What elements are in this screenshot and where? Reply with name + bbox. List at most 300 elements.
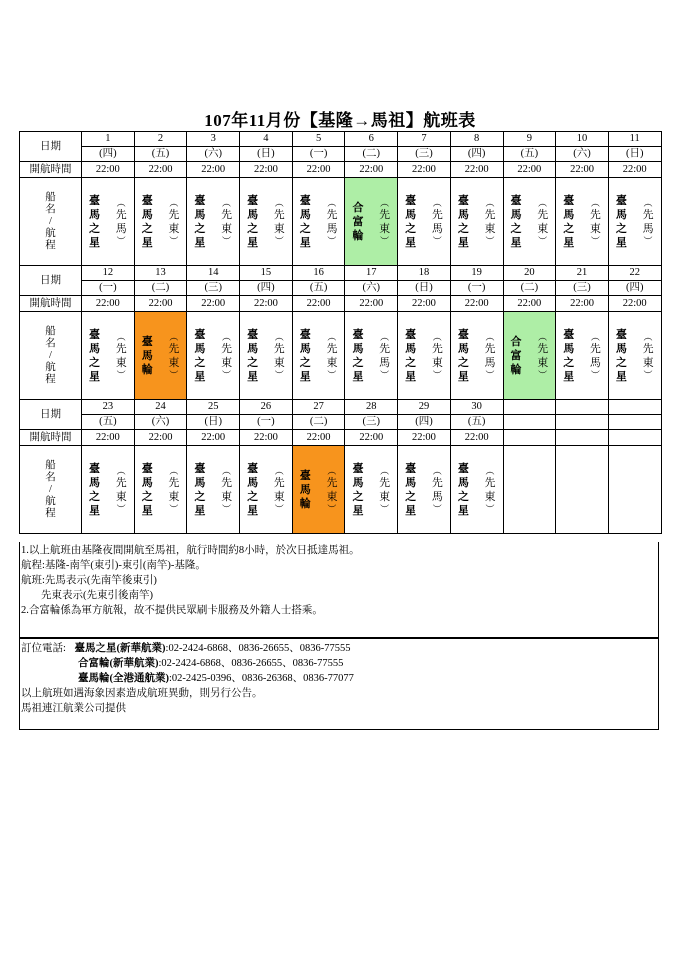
label-char: 程 [45, 239, 56, 251]
vchar: 東 [431, 356, 443, 369]
vchar: 臺 [405, 462, 417, 475]
vchar: 輪 [510, 363, 522, 376]
ship-entry [556, 312, 608, 399]
ship-cell [450, 446, 503, 534]
weekday: (二) [345, 147, 398, 162]
vchar: 星 [247, 236, 259, 249]
weekday: (四) [450, 147, 503, 162]
vchar: 馬 [615, 208, 627, 221]
vchar: 先 [642, 342, 654, 355]
day-number: 22 [608, 266, 661, 281]
vchar: 馬 [141, 349, 153, 362]
ship-cell [503, 178, 556, 266]
vchar: ︵ [380, 197, 390, 208]
route [167, 332, 180, 380]
vchar: 臺 [405, 328, 417, 341]
vchar: ︶ [643, 235, 653, 246]
vchar: 星 [89, 236, 100, 249]
ship-row [20, 446, 662, 534]
vchar: 星 [405, 504, 417, 517]
vchar: 先 [221, 476, 233, 489]
booking-footer-2: 馬祖連江航業公司提供 [21, 703, 126, 714]
day-number: 24 [134, 400, 187, 415]
weekday: (六) [556, 147, 609, 162]
depart-time: 22:00 [240, 162, 293, 178]
weekday-row [20, 147, 662, 162]
depart-time: 22:00 [398, 296, 451, 312]
ship-cell [608, 178, 661, 266]
vchar: ︵ [432, 465, 442, 476]
vchar: 臺 [405, 194, 417, 207]
vchar: 星 [405, 370, 417, 383]
vchar: 星 [615, 236, 627, 249]
vchar: ︵ [222, 197, 232, 208]
vchar: 星 [89, 370, 100, 383]
vchar: ︵ [222, 331, 232, 342]
vchar: ︶ [432, 235, 442, 246]
depart-label: 開航時間 [20, 162, 82, 178]
vchar: 先 [379, 208, 391, 221]
route [536, 332, 549, 380]
depart-time: 22:00 [187, 162, 240, 178]
ship-cell [187, 446, 240, 534]
vchar: 之 [247, 222, 259, 235]
ship-cell [345, 178, 398, 266]
vchar: 臺 [299, 194, 311, 207]
vchar: 星 [352, 370, 364, 383]
vchar: ︶ [590, 369, 600, 380]
weekday: (一) [450, 281, 503, 296]
ship-entry [451, 178, 503, 265]
depart-time: 22:00 [608, 296, 661, 312]
depart-time: 22:00 [398, 162, 451, 178]
weekday: (一) [240, 415, 293, 430]
depart-time: 22:00 [503, 162, 556, 178]
route [325, 332, 338, 380]
vchar: 馬 [194, 208, 206, 221]
route [589, 332, 602, 380]
ship-entry [135, 178, 187, 265]
vchar: 馬 [457, 476, 469, 489]
ship-name [457, 194, 470, 250]
vchar: 先 [115, 342, 127, 355]
vchar: ︵ [590, 197, 600, 208]
vchar: 東 [273, 356, 285, 369]
booking-phones: :02-2424-6868、0836-26655、0836-77555 [165, 643, 351, 654]
depart-time: 22:00 [240, 296, 293, 312]
ship-name [141, 462, 154, 518]
depart-time: 22:00 [450, 296, 503, 312]
vchar: 先 [379, 476, 391, 489]
depart-time: 22:00 [503, 296, 556, 312]
vchar: 輪 [299, 497, 311, 510]
day-number: 7 [398, 132, 451, 147]
route [378, 466, 391, 514]
vchar: 星 [405, 236, 417, 249]
vchar: 臺 [299, 469, 311, 482]
vchar: 星 [563, 370, 575, 383]
vchar: 星 [299, 370, 311, 383]
ship-name [246, 194, 259, 250]
vchar: 臺 [141, 462, 153, 475]
vchar: 臺 [615, 194, 627, 207]
ship-entry [240, 312, 292, 399]
vchar: ︶ [274, 235, 284, 246]
vchar: 東 [484, 490, 496, 503]
weekday: (四) [608, 281, 661, 296]
vchar: 臺 [247, 194, 259, 207]
vchar: 之 [247, 356, 259, 369]
route [325, 198, 338, 246]
vchar: ︶ [274, 503, 284, 514]
vchar: 星 [194, 504, 206, 517]
vchar: ︵ [432, 331, 442, 342]
ship-name [88, 194, 101, 250]
vchar: ︵ [222, 465, 232, 476]
ship-cell [82, 178, 135, 266]
label-char: 名 [45, 471, 56, 483]
weekday: (一) [292, 147, 345, 162]
vchar: 先 [273, 342, 285, 355]
ship-entry [187, 312, 239, 399]
vchar: 臺 [510, 194, 522, 207]
vchar: 星 [247, 370, 259, 383]
ship-name [615, 328, 628, 384]
depart-time-row [20, 430, 662, 446]
notes-section [19, 542, 659, 638]
vchar: 馬 [563, 342, 575, 355]
day-number [608, 400, 661, 415]
vchar: 臺 [457, 462, 469, 475]
vchar: ︵ [590, 331, 600, 342]
vchar: 合 [352, 201, 364, 214]
vchar: 之 [352, 356, 364, 369]
vchar: ︶ [432, 503, 442, 514]
date-label: 日期 [20, 132, 82, 162]
booking-ship-name: 合富輪(新華航業) [78, 658, 159, 669]
route [431, 332, 444, 380]
ship-name [404, 462, 417, 518]
depart-time: 22:00 [134, 430, 187, 446]
label-char: 航 [45, 495, 56, 507]
vchar: 之 [510, 222, 522, 235]
vchar: ︵ [169, 331, 179, 342]
ship-cell [134, 312, 187, 400]
depart-time: 22:00 [398, 430, 451, 446]
vchar: ︶ [327, 235, 337, 246]
route [115, 332, 128, 380]
depart-time: 22:00 [82, 430, 135, 446]
vchar: 星 [141, 504, 153, 517]
weekday: (五) [503, 147, 556, 162]
ship-entry [82, 312, 134, 399]
day-number: 18 [398, 266, 451, 281]
label-char: / [49, 215, 52, 227]
booking-label: 訂位電話: [21, 643, 66, 654]
vchar: 之 [194, 222, 206, 235]
route [220, 332, 233, 380]
vchar: 馬 [431, 222, 443, 235]
vchar: 先 [589, 342, 601, 355]
vchar: 先 [589, 208, 601, 221]
booking-section [19, 638, 659, 730]
vchar: 先 [537, 342, 549, 355]
vchar: ︵ [116, 465, 126, 476]
vchar: 臺 [615, 328, 627, 341]
vchar: ︵ [274, 465, 284, 476]
vchar: 馬 [352, 476, 364, 489]
ship-entry [345, 446, 397, 533]
vchar: 輪 [141, 363, 153, 376]
vchar: 之 [405, 356, 417, 369]
weekday: (一) [82, 281, 135, 296]
vchar: 馬 [299, 483, 311, 496]
ship-entry [609, 312, 661, 399]
vchar: 東 [115, 490, 127, 503]
vchar: 馬 [141, 208, 153, 221]
booking-line-1 [21, 641, 657, 656]
vchar: 之 [457, 490, 469, 503]
depart-time: 22:00 [134, 296, 187, 312]
ship-entry [504, 312, 556, 399]
vchar: ︵ [116, 197, 126, 208]
vchar: 先 [221, 342, 233, 355]
vchar: 臺 [194, 328, 206, 341]
vchar: 星 [141, 236, 153, 249]
route [167, 198, 180, 246]
vchar: ︵ [432, 197, 442, 208]
vchar: 臺 [352, 328, 364, 341]
depart-time: 22:00 [450, 430, 503, 446]
vchar: 臺 [247, 462, 259, 475]
depart-time: 22:00 [292, 430, 345, 446]
vchar: ︶ [590, 235, 600, 246]
route [642, 198, 655, 246]
weekday: (四) [398, 415, 451, 430]
weekday-row [20, 415, 662, 430]
vchar: 星 [352, 504, 364, 517]
day-number: 16 [292, 266, 345, 281]
date-label: 日期 [20, 400, 82, 430]
weekday: (五) [292, 281, 345, 296]
ship-name [193, 328, 206, 384]
depart-time: 22:00 [608, 162, 661, 178]
ship-name [510, 335, 523, 377]
day-number: 21 [556, 266, 609, 281]
vchar: ︶ [380, 503, 390, 514]
ship-route-label [20, 446, 82, 534]
vchar: 之 [563, 356, 575, 369]
ship-entry [609, 178, 661, 265]
vchar: 先 [537, 208, 549, 221]
label-char: 船 [45, 325, 56, 337]
ship-name [193, 194, 206, 250]
vchar: ︵ [485, 197, 495, 208]
ship-entry [187, 446, 239, 533]
vchar: ︶ [380, 235, 390, 246]
ship-entry [556, 178, 608, 265]
vchar: 馬 [431, 490, 443, 503]
weekday: (六) [187, 147, 240, 162]
vchar: ︵ [327, 465, 337, 476]
day-number: 8 [450, 132, 503, 147]
booking-line-3 [21, 671, 657, 686]
vchar: 之 [299, 222, 311, 235]
vchar: ︶ [538, 369, 548, 380]
depart-time: 22:00 [82, 296, 135, 312]
ship-cell [82, 446, 135, 534]
vchar: 合 [510, 335, 522, 348]
label-char: 名 [45, 203, 56, 215]
weekday [503, 415, 556, 430]
label-char: 船 [45, 459, 56, 471]
date-label: 日期 [20, 266, 82, 296]
weekday: (四) [82, 147, 135, 162]
vchar: 先 [484, 342, 496, 355]
ship-name [404, 194, 417, 250]
vchar: 星 [510, 236, 522, 249]
vchar: 之 [457, 356, 469, 369]
ship-name [193, 462, 206, 518]
vchar: 馬 [510, 208, 522, 221]
vchar: 先 [273, 208, 285, 221]
vchar: ︶ [222, 235, 232, 246]
vchar: 先 [431, 342, 443, 355]
depart-time: 22:00 [556, 162, 609, 178]
ship-name [404, 328, 417, 384]
vchar: 馬 [405, 208, 417, 221]
vchar: 臺 [352, 462, 364, 475]
vchar: 東 [379, 490, 391, 503]
route [378, 332, 391, 380]
weekday: (三) [187, 281, 240, 296]
booking-footer-1: 以上航班如遇海象因素造成航班異動，則另行公告。 [21, 688, 263, 699]
weekday: (六) [134, 415, 187, 430]
day-number: 13 [134, 266, 187, 281]
weekday: (三) [398, 147, 451, 162]
vchar: ︵ [169, 197, 179, 208]
vchar: ︶ [327, 503, 337, 514]
ship-cell [450, 312, 503, 400]
weekday: (日) [240, 147, 293, 162]
date-row [20, 400, 662, 415]
vchar: ︶ [485, 235, 495, 246]
ship-cell [240, 446, 293, 534]
vchar: 馬 [247, 208, 259, 221]
ship-entry [135, 312, 187, 399]
route [220, 198, 233, 246]
depart-time-row [20, 296, 662, 312]
ship-cell [82, 312, 135, 400]
vchar: ︶ [432, 369, 442, 380]
ship-entry [451, 446, 503, 533]
route [484, 332, 497, 380]
depart-time: 22:00 [82, 162, 135, 178]
ship-name [299, 194, 312, 250]
depart-label: 開航時間 [20, 430, 82, 446]
ship-name [510, 194, 523, 250]
vchar: ︵ [169, 465, 179, 476]
day-number: 4 [240, 132, 293, 147]
vchar: 先 [431, 476, 443, 489]
label-char: 程 [45, 507, 56, 519]
vchar: 之 [405, 490, 417, 503]
vchar: 先 [642, 208, 654, 221]
weekday: (二) [503, 281, 556, 296]
note-line-4: 先東表示(先東引後南竿) [41, 590, 153, 601]
ship-entry [82, 178, 134, 265]
route [115, 466, 128, 514]
label-char: 名 [45, 337, 56, 349]
ship-entry [398, 312, 450, 399]
ship-name [351, 462, 364, 518]
depart-time: 22:00 [134, 162, 187, 178]
depart-label: 開航時間 [20, 296, 82, 312]
route [378, 198, 391, 246]
depart-time: 22:00 [345, 430, 398, 446]
vchar: 先 [326, 342, 338, 355]
vchar: 之 [89, 490, 100, 503]
vchar: 之 [247, 490, 259, 503]
ship-name [457, 462, 470, 518]
depart-time: 22:00 [292, 296, 345, 312]
vchar: 馬 [589, 356, 601, 369]
vchar: 東 [484, 222, 496, 235]
vchar: 臺 [194, 462, 206, 475]
ship-name [615, 194, 628, 250]
day-number: 23 [82, 400, 135, 415]
vchar: 馬 [484, 356, 496, 369]
route [536, 198, 549, 246]
ship-name [351, 201, 364, 243]
vchar: ︶ [116, 369, 126, 380]
vchar: 先 [168, 342, 180, 355]
route [220, 466, 233, 514]
vchar: 馬 [115, 222, 127, 235]
vchar: 星 [457, 504, 469, 517]
vchar: 臺 [89, 462, 100, 475]
ship-cell [556, 312, 609, 400]
ship-cell [398, 178, 451, 266]
ship-cell [345, 312, 398, 400]
vchar: 星 [194, 236, 206, 249]
ship-name [141, 335, 154, 377]
vchar: 先 [326, 476, 338, 489]
vchar: 東 [326, 356, 338, 369]
vchar: 東 [537, 356, 549, 369]
ship-cell [134, 178, 187, 266]
day-number: 15 [240, 266, 293, 281]
vchar: 臺 [89, 328, 100, 341]
schedule-table [19, 131, 662, 534]
label-char: 航 [45, 227, 56, 239]
vchar: 臺 [299, 328, 311, 341]
vchar: 之 [615, 356, 627, 369]
ship-cell [292, 312, 345, 400]
vchar: ︵ [380, 465, 390, 476]
vchar: 馬 [247, 342, 259, 355]
vchar: 之 [457, 222, 469, 235]
vchar: ︶ [222, 503, 232, 514]
vchar: ︶ [643, 369, 653, 380]
ship-cell [187, 178, 240, 266]
route [273, 198, 286, 246]
vchar: 富 [352, 215, 364, 228]
ship-cell [608, 312, 661, 400]
vchar: ︶ [327, 369, 337, 380]
ship-cell [608, 446, 661, 534]
vchar: 臺 [563, 328, 575, 341]
